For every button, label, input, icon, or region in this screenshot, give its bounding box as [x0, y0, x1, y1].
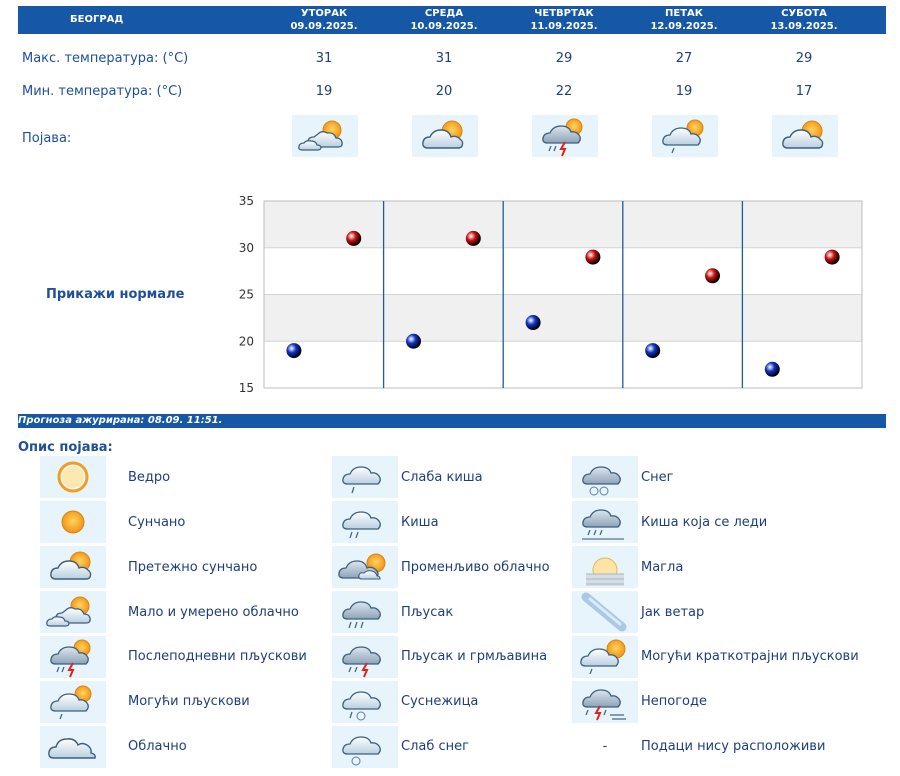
- min-temp-value: 20: [435, 84, 453, 99]
- min-temp-point: [526, 315, 541, 330]
- y-tick-label: 35: [238, 194, 254, 208]
- shower-icon: [332, 591, 398, 633]
- day-name: УТОРАК: [300, 8, 348, 19]
- legend-label: Непогоде: [641, 694, 707, 709]
- max-temp-point: [585, 250, 600, 265]
- day-header-1: [274, 7, 374, 33]
- possible-showers-icon: [40, 681, 106, 723]
- min-temp-value: 22: [555, 84, 573, 99]
- min-temp-value: 19: [315, 84, 333, 99]
- max-temp-point: [466, 231, 481, 246]
- snow-icon: [572, 456, 638, 498]
- city-name: БЕОГРАД: [70, 14, 124, 25]
- y-tick-label: 20: [238, 334, 254, 349]
- legend-label: Магла: [641, 560, 684, 575]
- y-tick-label: 25: [238, 287, 254, 302]
- min-temp-label: Мин. температура: (°C): [22, 84, 183, 99]
- mostly-sunny-icon: [412, 115, 478, 157]
- legend-label: Могући пљускови: [128, 694, 250, 709]
- variable-cloudy-icon: [332, 546, 398, 588]
- legend-label: Могући краткотрајни пљускови: [641, 649, 859, 664]
- legend-label: Променљиво облачно: [401, 560, 550, 575]
- light-rain-icon: [332, 456, 398, 498]
- legend-label: Облачно: [128, 739, 187, 754]
- day-date: 12.09.2025.: [650, 21, 718, 32]
- legend-label: Слаб снег: [401, 739, 469, 754]
- min-temp-point: [406, 334, 421, 349]
- day-date: 11.09.2025.: [530, 21, 598, 32]
- thunder-shower-icon: [532, 115, 598, 157]
- day-name: ПЕТАК: [665, 8, 703, 19]
- legend-label: Пљусак: [401, 605, 454, 620]
- day-name: СУБОТА: [781, 8, 827, 19]
- min-temp-point: [286, 343, 301, 358]
- day-name: СРЕДА: [424, 8, 464, 19]
- partly-cloudy-icon: [292, 115, 358, 157]
- light-snow-icon: [332, 726, 398, 768]
- max-temp-point: [825, 250, 840, 265]
- chart-band: [264, 248, 862, 295]
- legend-label: Сунчано: [128, 515, 186, 530]
- update-timestamp: Прогноза ажурирана: 08.09. 11:51.: [18, 415, 223, 426]
- sunny-icon: [40, 501, 106, 543]
- max-temp-value: 31: [435, 51, 453, 66]
- legend-label: Јак ветар: [641, 605, 705, 620]
- y-tick-label: 15: [238, 381, 254, 395]
- mostly-sunny-icon: [40, 546, 106, 588]
- phenomenon-label: Појава:: [22, 131, 72, 146]
- legend-label: Ведро: [128, 470, 171, 485]
- cloudy-icon: [40, 726, 106, 768]
- strong-wind-icon: [572, 591, 638, 633]
- legend-label: Снег: [641, 470, 674, 485]
- freezing-rain-icon: [572, 501, 638, 543]
- afternoon-showers-icon: [40, 636, 106, 678]
- max-temp-value: 31: [315, 51, 333, 66]
- possible-showers-icon: [652, 115, 718, 157]
- y-tick-label: 30: [238, 240, 254, 255]
- rain-icon: [332, 501, 398, 543]
- day-header-5: [754, 7, 854, 33]
- max-temp-value: 29: [795, 51, 813, 66]
- day-date: 10.09.2025.: [410, 21, 478, 32]
- legend-label: Мало и умерено облачно: [128, 605, 299, 620]
- short-showers-icon: [572, 636, 638, 678]
- min-temp-point: [765, 362, 780, 377]
- max-temp-point: [346, 231, 361, 246]
- legend-label: Претежно сунчано: [128, 560, 258, 575]
- day-name: ЧЕТВРТАК: [534, 8, 594, 19]
- sleet-icon: [332, 681, 398, 723]
- legend-label: Киша: [401, 515, 439, 530]
- legend-label: Слаба киша: [401, 470, 483, 485]
- storm-icon: [572, 681, 638, 723]
- thunder-shower-icon: [332, 636, 398, 678]
- chart-band: [264, 341, 862, 388]
- legend-title: Опис појава:: [18, 440, 113, 455]
- fog-icon: [572, 546, 638, 588]
- chart-band: [264, 295, 862, 342]
- legend-label: Подаци нису расположиви: [641, 739, 826, 754]
- min-temp-value: 19: [675, 84, 693, 99]
- max-temp-label: Макс. температура: (°C): [22, 51, 189, 66]
- legend-label: Пљусак и грмљавина: [401, 649, 548, 664]
- legend-label: Киша која се леди: [641, 515, 768, 530]
- forecast-header: [18, 6, 886, 34]
- show-normals-link[interactable]: Прикажи нормале: [46, 287, 185, 302]
- max-temp-value: 27: [675, 51, 693, 66]
- max-temp-point: [705, 268, 720, 283]
- day-header-4: [634, 7, 734, 33]
- legend-label: Послеподневни пљускови: [128, 649, 307, 664]
- mostly-sunny-icon: [772, 115, 838, 157]
- no-data-icon: -: [602, 739, 608, 754]
- chart-band: [264, 201, 862, 248]
- day-date: 13.09.2025.: [770, 21, 838, 32]
- legend-label: Суснежица: [401, 694, 479, 709]
- chart-frame: [264, 201, 862, 388]
- partly-cloudy-icon: [40, 591, 106, 633]
- day-header-3: [514, 7, 614, 33]
- min-temp-point: [645, 343, 660, 358]
- update-bar: [18, 414, 886, 428]
- day-date: 09.09.2025.: [290, 21, 358, 32]
- max-temp-value: 29: [555, 51, 573, 66]
- clear-icon: [40, 456, 106, 498]
- day-header-2: [394, 7, 494, 33]
- min-temp-value: 17: [795, 84, 813, 99]
